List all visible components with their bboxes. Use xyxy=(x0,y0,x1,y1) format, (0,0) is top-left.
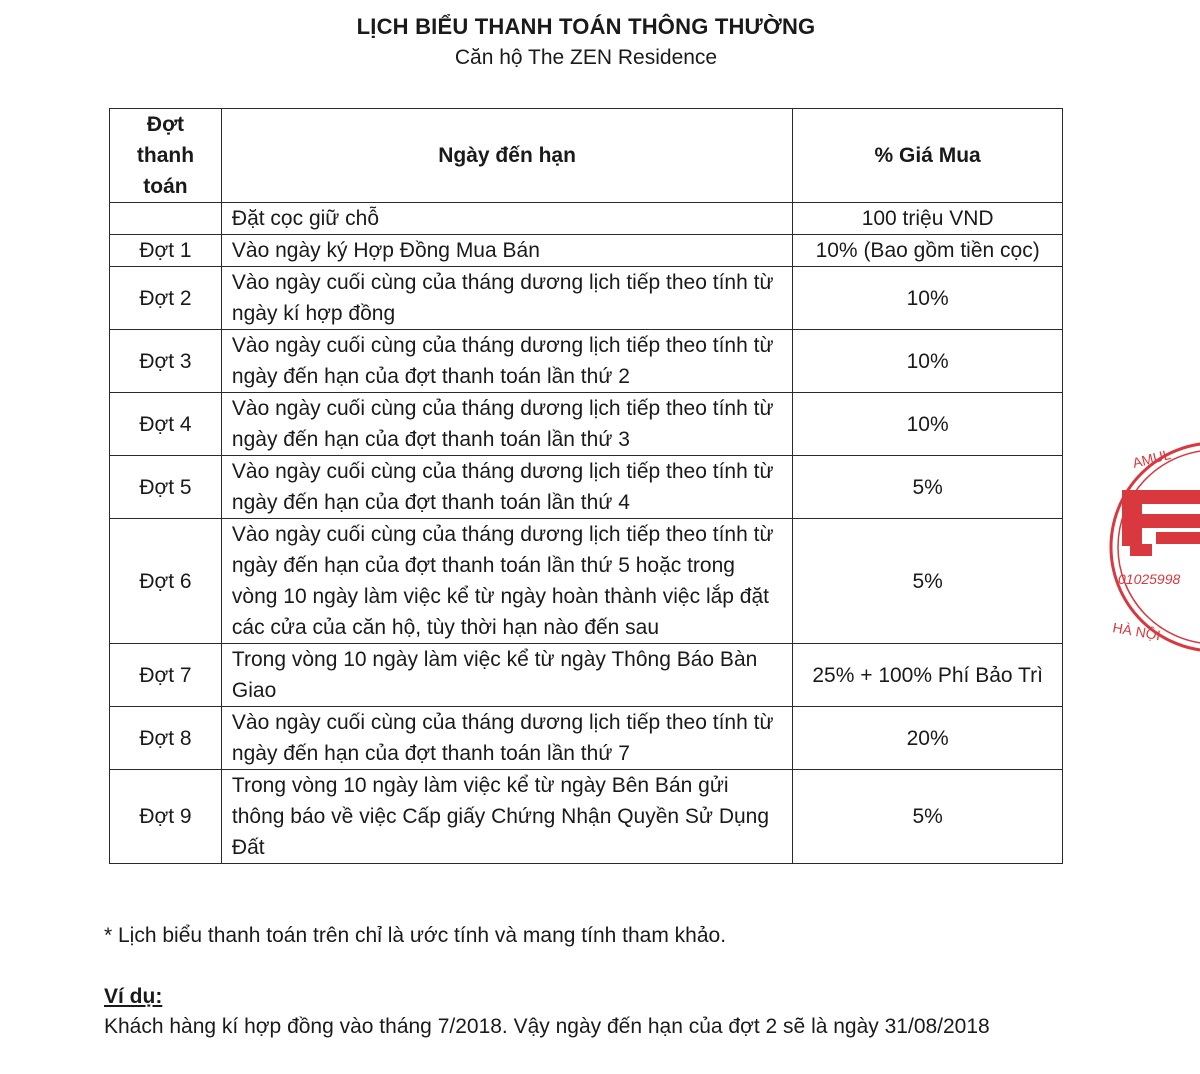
cell-percent: 25% + 100% Phí Bảo Trì xyxy=(793,644,1063,707)
table-row xyxy=(110,267,1063,330)
cell-round xyxy=(110,203,222,235)
table-header-row xyxy=(110,109,1063,203)
table-row xyxy=(110,770,1063,864)
company-stamp xyxy=(1100,432,1200,662)
cell-percent: 5% xyxy=(793,770,1063,864)
table-row xyxy=(110,707,1063,770)
cell-due-date: Vào ngày cuối cùng của tháng dương lịch tiếp theo tính từ ngày đến hạn của đợt thanh toán lần thứ 2 xyxy=(221,330,792,393)
cell-due-date: Vào ngày cuối cùng của tháng dương lịch tiếp theo tính từ ngày kí hợp đồng xyxy=(221,267,792,330)
cell-round: Đợt 3 xyxy=(110,330,222,393)
header-due-date: Ngày đến hạn xyxy=(221,109,792,203)
cell-percent: 5% xyxy=(793,456,1063,519)
footnote: * Lịch biểu thanh toán trên chỉ là ước tính và mang tính tham khảo. xyxy=(104,924,727,947)
payment-schedule-table xyxy=(109,108,1063,864)
table-row xyxy=(110,235,1063,267)
cell-percent: 10% xyxy=(793,267,1063,330)
header-percent: % Giá Mua xyxy=(793,109,1063,203)
document-title: LỊCH BIỂU THANH TOÁN THÔNG THƯỜNG xyxy=(356,14,816,39)
example-text: Khách hàng kí hợp đồng vào tháng 7/2018. Vậy ngày đến hạn của đợt 2 sẽ là ngày 31/08/2018 xyxy=(104,1015,990,1038)
cell-round: Đợt 5 xyxy=(110,456,222,519)
cell-due-date: Vào ngày cuối cùng của tháng dương lịch tiếp theo tính từ ngày đến hạn của đợt thanh toán lần thứ 3 xyxy=(221,393,792,456)
stamp-text-top: AMUL xyxy=(1130,445,1173,471)
cell-due-date: Vào ngày cuối cùng của tháng dương lịch tiếp theo tính từ ngày đến hạn của đợt thanh toán lần thứ 7 xyxy=(221,707,792,770)
cell-round: Đợt 9 xyxy=(110,770,222,864)
table-row xyxy=(110,203,1063,235)
cell-percent: 10% (Bao gồm tiền cọc) xyxy=(793,235,1063,267)
cell-round: Đợt 6 xyxy=(110,519,222,644)
cell-round: Đợt 7 xyxy=(110,644,222,707)
cell-round: Đợt 8 xyxy=(110,707,222,770)
cell-due-date: Trong vòng 10 ngày làm việc kể từ ngày Thông Báo Bàn Giao xyxy=(221,644,792,707)
cell-round: Đợt 1 xyxy=(110,235,222,267)
cell-due-date: Đặt cọc giữ chỗ xyxy=(221,203,792,235)
cell-round: Đợt 4 xyxy=(110,393,222,456)
stamp-text-number: 01025998 xyxy=(1118,571,1181,587)
table-row xyxy=(110,519,1063,644)
table-row xyxy=(110,644,1063,707)
cell-percent: 10% xyxy=(793,330,1063,393)
stamp-text-city: HÀ NỘI xyxy=(1111,619,1162,644)
cell-percent: 100 triệu VND xyxy=(793,203,1063,235)
example-label: Ví dụ: xyxy=(104,985,163,1008)
table-row xyxy=(110,330,1063,393)
table-row xyxy=(110,456,1063,519)
table-row xyxy=(110,393,1063,456)
header-round: Đợt thanh toán xyxy=(110,109,222,203)
cell-percent: 10% xyxy=(793,393,1063,456)
cell-due-date: Vào ngày cuối cùng của tháng dương lịch tiếp theo tính từ ngày đến hạn của đợt thanh toán lần thứ 4 xyxy=(221,456,792,519)
cell-round: Đợt 2 xyxy=(110,267,222,330)
stamp-seal-icon xyxy=(1100,432,1200,662)
cell-due-date: Vào ngày ký Hợp Đồng Mua Bán xyxy=(221,235,792,267)
cell-due-date: Trong vòng 10 ngày làm việc kể từ ngày Bên Bán gửi thông báo về việc Cấp giấy Chứng Nhận Quyền Sử Dụng Đất xyxy=(221,770,792,864)
cell-percent: 20% xyxy=(793,707,1063,770)
cell-due-date: Vào ngày cuối cùng của tháng dương lịch tiếp theo tính từ ngày đến hạn của đợt thanh toán lần thứ 5 hoặc trong vòng 10 ngày làm việc kể từ ngày hoàn thành việc lắp đặt các cửa của căn hộ, tùy thời hạn nào đến sau xyxy=(221,519,792,644)
document-subtitle: Căn hộ The ZEN Residence xyxy=(454,46,718,69)
cell-percent: 5% xyxy=(793,519,1063,644)
